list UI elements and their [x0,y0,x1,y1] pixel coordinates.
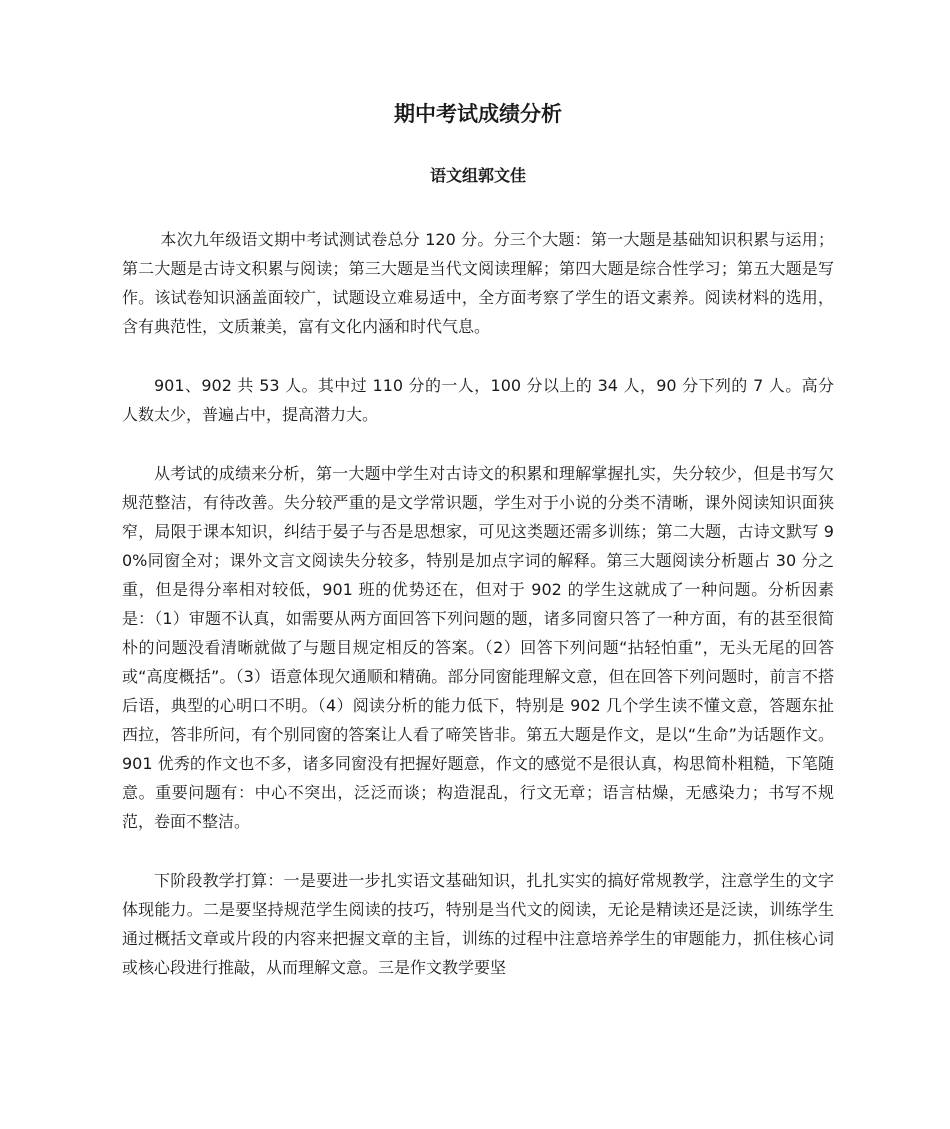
paragraph-score-statistics: 901、902 共 53 人。其中过 110 分的一人，100 分以上的 34 人，90 分下列的 7 人。高分人数太少，普遍占中，提高潜力大。 [122,376,834,424]
paragraph-analysis: 从考试的成绩来分析，第一大题中学生对古诗文的积累和理解掌握扎实，失分较少，但是书写欠规范整洁，有待改善。失分较严重的是文学常识题，学生对于小说的分类不清晰，课外阅读知识面狭窄，局限于课本知识，纠结于晏子与否是思想家，可见这类题还需多训练；第二大题，古诗文默写 90%同窗全对；课外文言文阅读失分较多，特别是加点字词的解释。第三大题阅读分析题占 30 分之重，但是得分率相对较低，901 班的优势还在，但对于 902 的学生这就成了一种问题。分析因素是：（1）审题不认真，如需要从两方面回答下列问题的题，诸多同窗只答了一种方面，有的甚至很简朴的问题没看清晰就做了与题目规定相反的答案。（2）回答下列问题“拈轻怕重”，无头无尾的回答或“高度概括”。（3）语意体现欠通顺和精确。部分同窗能理解文意，但在回答下列问题时，前言不搭后语，典型的心明口不明。（4）阅读分析的能力低下，特别是 902 几个学生读不懂文意，答题东扯西拉，答非所问，有个别同窗的答案让人看了啼笑皆非。第五大题是作文，是以“生命”为话题作文。901 优秀的作文也不多，诸多同窗没有把握好题意，作文的感觉不是很认真，构思简朴粗糙，下笔随意。重要问题有：中心不突出，泛泛而谈；构造混乱，行文无章；语言枯燥，无感染力；书写不规范，卷面不整洁。 [122,464,834,831]
document-page [122,96,834,982]
paragraph-exam-overview: 本次九年级语文期中考试测试卷总分 120 分。分三个大题：第一大题是基础知识积累与运用；第二大题是古诗文积累与阅读；第三大题是当代文阅读理解；第四大题是综合性学习；第五大题是写作。该试卷知识涵盖面较广，试题设立难易适中，全方面考察了学生的语文素养。阅读材料的选用，含有典范性，文质兼美，富有文化内涵和时代气息。 [122,230,834,336]
document-title: 期中考试成绩分析 [394,102,562,126]
paragraph-teaching-plan: 下阶段教学打算：一是要进一步扎实语文基础知识，扎扎实实的搞好常规教学，注意学生的文字体现能力。二是要坚持规范学生阅读的技巧，特别是当代文的阅读，无论是精读还是泛读，训练学生通过概括文章或片段的内容来把握文章的主旨，训练的过程中注意培养学生的审题能力，抓住核心词或核心段进行推敲，从而理解文意。三是作文教学要坚 [122,871,834,977]
document-author: 语文组郭文佳 [429,166,526,185]
